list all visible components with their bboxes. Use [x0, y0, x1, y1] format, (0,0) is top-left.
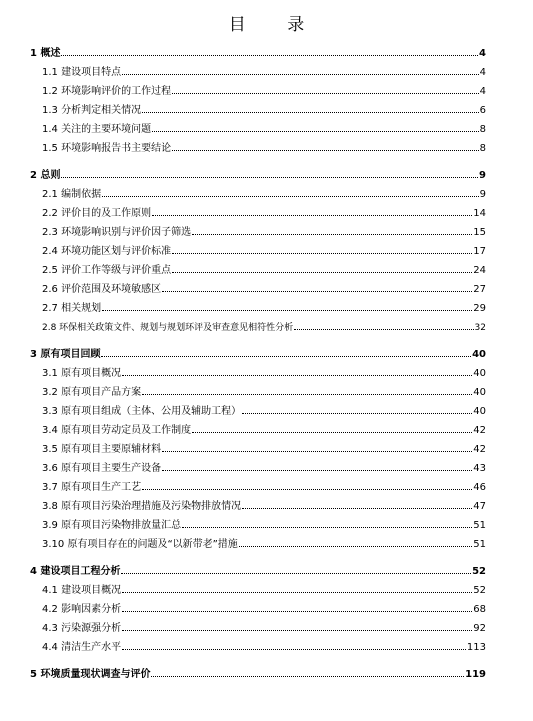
- toc-page-number: 32: [474, 323, 486, 333]
- dot-leader: [242, 413, 472, 414]
- toc-page-number: 14: [473, 208, 486, 219]
- toc-page-number: 27: [473, 284, 486, 295]
- toc-page-number: 113: [466, 642, 486, 653]
- toc-entry-4-1[interactable]: [30, 577, 486, 596]
- toc-label: 3.6 原有项目主要生产设备: [42, 463, 162, 474]
- toc-entry-2-8[interactable]: [30, 314, 486, 333]
- toc-entry-4-2[interactable]: [30, 596, 486, 615]
- toc-page-number: 9: [479, 170, 486, 181]
- toc-entry-3-7[interactable]: [30, 474, 486, 493]
- toc-label: 1 概述: [30, 48, 61, 59]
- toc-label: 1.5 环境影响报告书主要结论: [42, 143, 172, 154]
- toc-label: 4.2 影响因素分析: [42, 604, 122, 615]
- toc-page-number: 8: [479, 124, 486, 135]
- toc-entry-3[interactable]: [30, 341, 486, 360]
- toc-label: 1.2 环境影响评价的工作过程: [42, 86, 172, 97]
- toc-label: 2 总则: [30, 170, 61, 181]
- dot-leader: [294, 329, 473, 330]
- dot-leader: [61, 55, 478, 56]
- toc-page-number: 68: [473, 604, 486, 615]
- toc-page-number: 8: [479, 143, 486, 154]
- toc-label: 2.2 评价目的及工作原则: [42, 208, 152, 219]
- toc-page-number: 40: [473, 387, 486, 398]
- toc-label: 3.10 原有项目存在的问题及“以新带老”措施: [42, 539, 238, 550]
- toc-entry-2-4[interactable]: [30, 238, 486, 257]
- dot-leader: [122, 375, 472, 376]
- dot-leader: [192, 234, 472, 235]
- toc-entry-1-2[interactable]: [30, 78, 486, 97]
- toc-label: 2.5 评价工作等级与评价重点: [42, 265, 172, 276]
- toc-page-number: 47: [473, 501, 486, 512]
- dot-leader: [172, 150, 479, 151]
- toc-label: 2.7 相关规划: [42, 303, 102, 314]
- toc-entry-1-4[interactable]: [30, 116, 486, 135]
- toc-label: 4 建设项目工程分析: [30, 566, 121, 577]
- toc-page-number: 29: [473, 303, 486, 314]
- toc-entry-3-8[interactable]: [30, 493, 486, 512]
- toc-label: 3.1 原有项目概况: [42, 368, 122, 379]
- dot-leader: [172, 93, 479, 94]
- dot-leader: [162, 451, 472, 452]
- toc-entry-2-5[interactable]: [30, 257, 486, 276]
- toc-label: 3.4 原有项目劳动定员及工作制度: [42, 425, 192, 436]
- toc-page-number: 40: [472, 349, 486, 360]
- dot-leader: [162, 470, 472, 471]
- toc-label: 3.9 原有项目污染物排放量汇总: [42, 520, 182, 531]
- toc-label: 3.5 原有项目主要原辅材料: [42, 444, 162, 455]
- toc-entry-3-3[interactable]: [30, 398, 486, 417]
- toc-entry-3-1[interactable]: [30, 360, 486, 379]
- toc-page-number: 40: [473, 368, 486, 379]
- toc-label: 3.2 原有项目产品方案: [42, 387, 142, 398]
- toc-entry-1-1[interactable]: [30, 59, 486, 78]
- dot-leader: [192, 432, 472, 433]
- toc-label: 5 环境质量现状调查与评价: [30, 669, 151, 680]
- toc-entry-1-5[interactable]: [30, 135, 486, 154]
- toc-entry-1[interactable]: [30, 40, 486, 59]
- toc-page-number: 52: [472, 566, 486, 577]
- dot-leader: [122, 592, 472, 593]
- dot-leader: [122, 74, 479, 75]
- toc-entry-2-3[interactable]: [30, 219, 486, 238]
- dot-leader: [121, 573, 471, 574]
- toc-entry-4[interactable]: [30, 558, 486, 577]
- toc-page-number: 40: [473, 406, 486, 417]
- toc-label: 2.4 环境功能区划与评价标准: [42, 246, 172, 257]
- toc-label: 2.6 评价范围及环境敏感区: [42, 284, 162, 295]
- toc-label: 3 原有项目回顾: [30, 349, 101, 360]
- toc-page-number: 42: [473, 444, 486, 455]
- toc-page-number: 42: [473, 425, 486, 436]
- section-gap: [30, 550, 486, 558]
- toc-label: 3.7 原有项目生产工艺: [42, 482, 142, 493]
- dot-leader: [61, 177, 478, 178]
- dot-leader: [242, 508, 472, 509]
- toc-page-number: 51: [473, 539, 486, 550]
- toc-page-number: 4: [479, 67, 486, 78]
- dot-leader: [152, 131, 479, 132]
- toc-label: 2.8 环保相关政策文件、规划与规划环评及审查意见相符性分析: [42, 323, 294, 333]
- toc-entry-1-3[interactable]: [30, 97, 486, 116]
- toc-page-number: 119: [465, 669, 486, 680]
- dot-leader: [182, 527, 472, 528]
- toc-label: 4.1 建设项目概况: [42, 585, 122, 596]
- toc-entry-3-4[interactable]: [30, 417, 486, 436]
- toc-label: 4.3 污染源强分析: [42, 623, 122, 634]
- section-gap: [30, 653, 486, 661]
- toc-label: 4.4 清洁生产水平: [42, 642, 122, 653]
- dot-leader: [122, 649, 466, 650]
- section-gap: [30, 154, 486, 162]
- toc-label: 1.4 关注的主要环境问题: [42, 124, 152, 135]
- toc-page-number: 6: [479, 105, 486, 116]
- dot-leader: [102, 310, 472, 311]
- toc-entry-4-3[interactable]: [30, 615, 486, 634]
- dot-leader: [162, 291, 472, 292]
- toc-page-number: 52: [473, 585, 486, 596]
- dot-leader: [152, 215, 472, 216]
- dot-leader: [151, 676, 464, 677]
- toc-page-number: 24: [473, 265, 486, 276]
- toc-entry-2-7[interactable]: [30, 295, 486, 314]
- table-of-contents: [30, 40, 486, 680]
- dot-leader: [142, 489, 472, 490]
- toc-label: 1.3 分析判定相关情况: [42, 105, 142, 116]
- dot-leader: [122, 630, 472, 631]
- toc-page-number: 9: [479, 189, 486, 200]
- toc-label: 1.1 建设项目特点: [42, 67, 122, 78]
- dot-leader: [122, 611, 472, 612]
- dot-leader: [102, 196, 479, 197]
- toc-label: 3.3 原有项目组成（主体、公用及辅助工程）: [42, 406, 242, 417]
- toc-page-number: 4: [479, 48, 486, 59]
- toc-entry-3-2[interactable]: [30, 379, 486, 398]
- toc-page-number: 92: [473, 623, 486, 634]
- toc-label: 3.8 原有项目污染治理措施及污染物排放情况: [42, 501, 242, 512]
- section-gap: [30, 333, 486, 341]
- toc-page-number: 17: [473, 246, 486, 257]
- toc-entry-3-6[interactable]: [30, 455, 486, 474]
- toc-entry-2-2[interactable]: [30, 200, 486, 219]
- toc-label: 2.3 环境影响识别与评价因子筛选: [42, 227, 192, 238]
- dot-leader: [239, 546, 472, 547]
- toc-page-number: 43: [473, 463, 486, 474]
- toc-entry-3-10[interactable]: [30, 531, 486, 550]
- toc-title: 目 录: [228, 15, 323, 35]
- toc-entry-2-1[interactable]: [30, 181, 486, 200]
- toc-page-number: 46: [473, 482, 486, 493]
- toc-entry-4-4[interactable]: [30, 634, 486, 653]
- dot-leader: [172, 253, 472, 254]
- toc-entry-2[interactable]: [30, 162, 486, 181]
- toc-entry-5[interactable]: [30, 661, 486, 680]
- dot-leader: [172, 272, 472, 273]
- toc-page-number: 4: [479, 86, 486, 97]
- toc-label: 2.1 编制依据: [42, 189, 102, 200]
- toc-entry-3-5[interactable]: [30, 436, 486, 455]
- dot-leader: [101, 356, 471, 357]
- toc-page-number: 51: [473, 520, 486, 531]
- toc-entry-3-9[interactable]: [30, 512, 486, 531]
- toc-page-number: 15: [473, 227, 486, 238]
- dot-leader: [142, 112, 479, 113]
- dot-leader: [142, 394, 472, 395]
- toc-entry-2-6[interactable]: [30, 276, 486, 295]
